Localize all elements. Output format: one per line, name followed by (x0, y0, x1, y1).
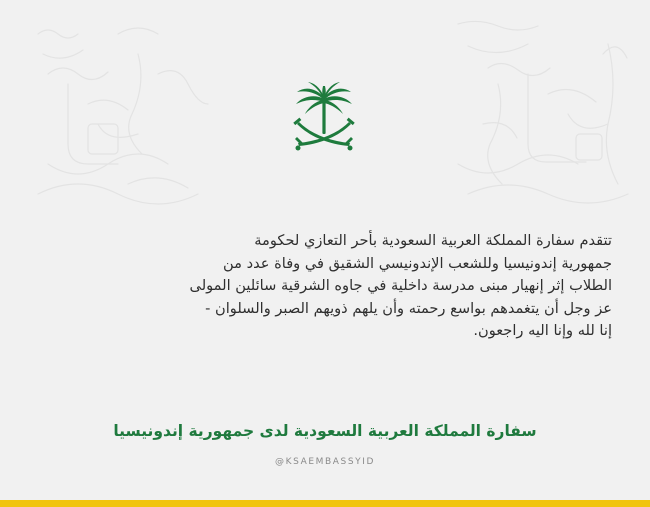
message-line: تتقدم سفارة المملكة العربية السعودية بأحر التعازي لحكومة (254, 232, 612, 249)
embassy-signature: سفارة المملكة العربية السعودية لدى جمهورية إندونيسيا (113, 422, 537, 440)
message-line: عز وجل أن يتغمدهم بواسع رحمته وأن يلهم ذويهم الصبر والسلوان - (205, 299, 612, 317)
message-line: الطلاب إثر إنهيار مبنى مدرسة داخلية في جاوه الشرقية سائلين المولى (189, 277, 612, 295)
message-line: إنا لله وإنا اليه راجعون. (473, 322, 612, 340)
message-line: جمهورية إندونيسيا وللشعب الإندونيسي الشقيق في وفاة عدد من (223, 254, 612, 272)
saudi-emblem-icon (291, 80, 357, 158)
bottom-accent-bar (0, 500, 650, 507)
social-handle: @KSAEMBASSYID (274, 457, 376, 467)
condolence-message (189, 230, 612, 343)
